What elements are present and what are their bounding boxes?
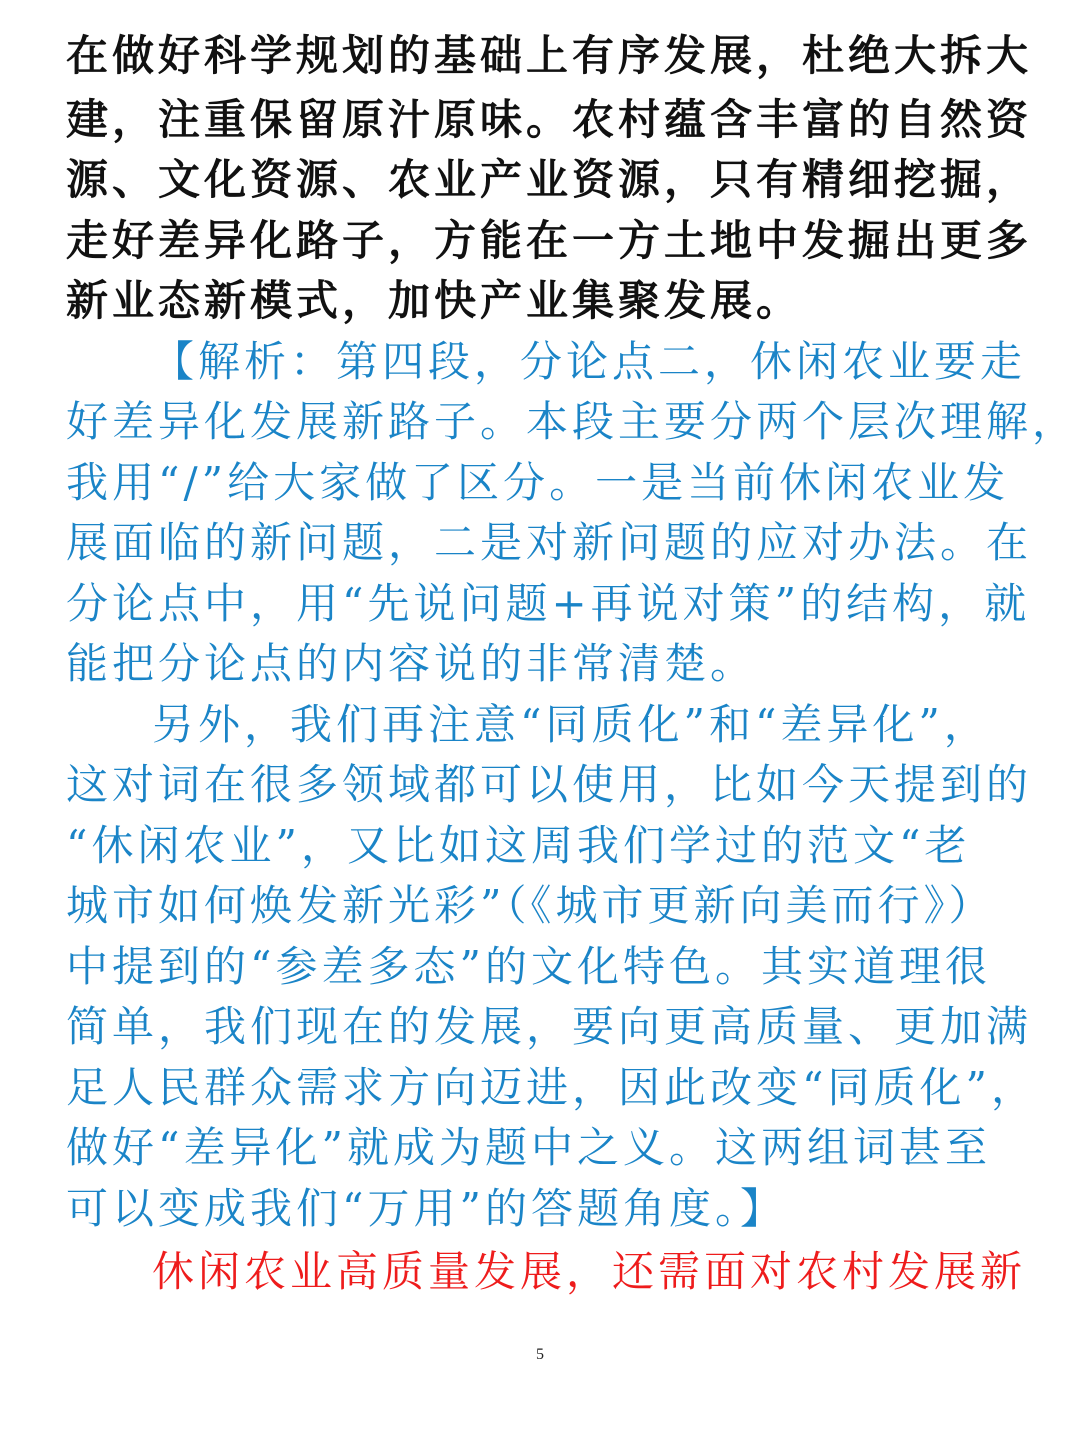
analysis-text-line: 中提到的“参差多态”的文化特色。其实道理很 bbox=[66, 942, 991, 991]
analysis-text-line: 可以变成我们“万用”的答题角度。】 bbox=[66, 1184, 786, 1233]
analysis-text-line: 简单，我们现在的发展，要向更高质量、更加满 bbox=[66, 1002, 1033, 1051]
analysis-text-line: 足人民群众需求方向迈进，因此改变“同质化”， bbox=[66, 1063, 1037, 1112]
highlight-heading-line: 休闲农业高质量发展，还需面对农村发展新 bbox=[152, 1247, 1027, 1296]
analysis-text-line: “休闲农业”，又比如这周我们学过的范文“老 bbox=[66, 821, 971, 870]
analysis-text-line: 我用“/”给大家做了区分。一是当前休闲农业发 bbox=[66, 458, 1010, 507]
body-text-line: 走好差异化路子，方能在一方土地中发掘出更多 bbox=[66, 216, 1033, 265]
body-text-line: 在做好科学规划的基础上有序发展，杜绝大拆大 bbox=[66, 31, 1033, 80]
page-number: 5 bbox=[536, 1346, 544, 1363]
body-text-line: 源、文化资源、农业产业资源，只有精细挖掘， bbox=[66, 155, 1033, 204]
analysis-text-line: 展面临的新问题，二是对新问题的应对办法。在 bbox=[66, 518, 1033, 567]
analysis-text-line: 这对词在很多领域都可以使用，比如今天提到的 bbox=[66, 760, 1033, 809]
body-text-line: 建，注重保留原汁原味。农村蕴含丰富的自然资 bbox=[66, 95, 1033, 144]
analysis-text-line: 好差异化发展新路子。本段主要分两个层次理解， bbox=[66, 397, 1079, 446]
analysis-text-line: 能把分论点的内容说的非常清楚。 bbox=[66, 639, 757, 688]
body-text-line: 新业态新模式，加快产业集聚发展。 bbox=[66, 276, 803, 325]
analysis-text-line: 分论点中，用“先说问题+再说对策”的结构，就 bbox=[66, 579, 1031, 628]
analysis-text-line: 【解析：第四段，分论点二，休闲农业要走 bbox=[152, 337, 1027, 386]
analysis-text-line: 城市如何焕发新光彩”（《城市更新向美而行》） bbox=[66, 881, 995, 930]
analysis-text-line: 做好“差异化”就成为题中之义。这两组词甚至 bbox=[66, 1123, 991, 1172]
analysis-text-line: 另外，我们再注意“同质化”和“差异化”， bbox=[152, 700, 990, 749]
